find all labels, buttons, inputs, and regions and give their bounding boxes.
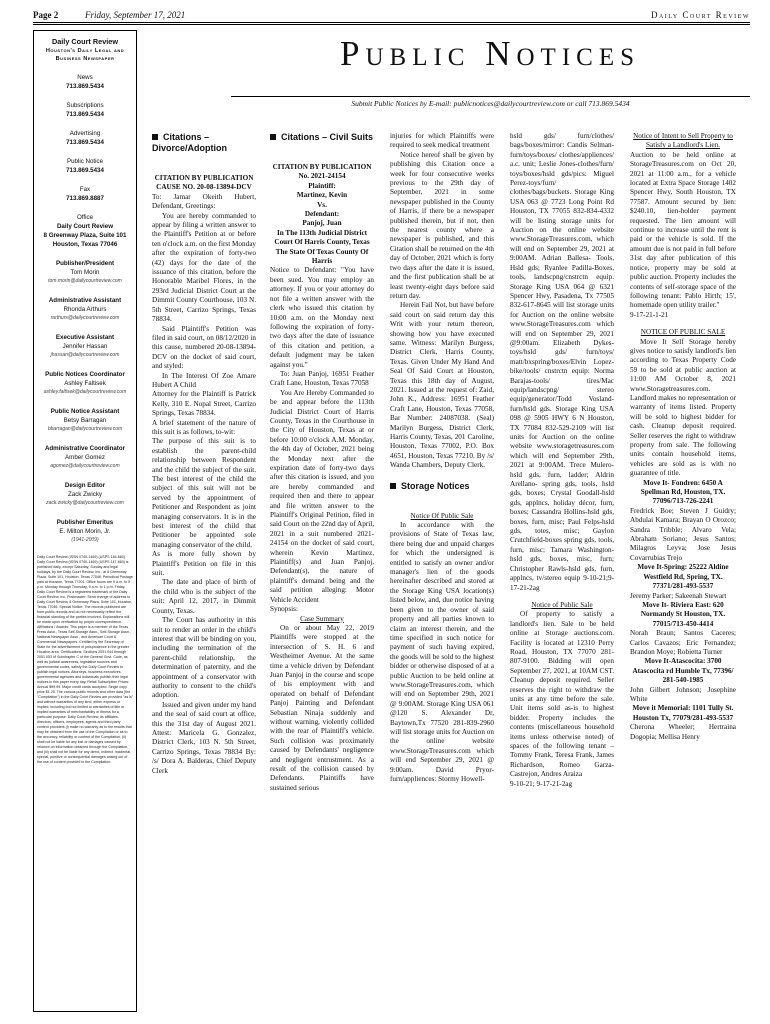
- notice-text: hsld gds/ furn/clothes/ bags/boxes/mirror: Candis Selman- furn/toys/boxes/ clothes/appliences/ a.c. unit; Leslie Jones-clothes/furn/ toys/boxes/hsld gds/pics: Miguel Perez-toys/furn/ clothes/bags/buckets. Storage King USA 063 @ 7723 Long Point Rd Houston, TX 77055 832-834-4332 will be listing storage units for Auction on the online website www.StorageTreasures.com, which will end on September 29, 2021 at 9:00AM. Adrian Ballesa- Tools, Hsld gds; Ryanlee Padilla-Boxes, tools, landscpng/cnstrctn equip. Storage King USA 064 @ 6321 Spencer Hwy, Pasadena, Tx 77505 832-617-8645 will list storage units for Auction on the online website www.StorageTreasures.com which will end on September 29, 2021 @9:00am. Elizabeth Dykes-toys/hsld gds/ furn/toys/ matt/bxspring/boxes/Elvin Lopez- bike/tools/ cnstrctn equip: Norma Barajas-tools/ tires/Mac equip/landscpng/ stereo equip/generator/Todd Vosland-furn/hsld gds. Storage King USA 098 @ 5905 HWY 6 N Houston, TX 77084 832-529-2109 will list units for Auction on the online website www.storagetreasures.com which will end September 29th, 2021 at 9:00AM. Trece Mulero-hsld gds, furn, ladder; Aldrin Arellano- spring gds, tools, hsld gds, boxes; Crystal Goodall-hsld gds, applncs, holiday décor, furn, boxes; Cassandra Hollins-hsld gds, boxes, furn, misc; Paul Felps-hsld gds, totes, misc; Gaylon Crutchfield-boxes spring gds, tools, furn, misc; Tamara Washington-hsld gds, boxes, misc, furn; Christopher Rawls-hsld gds, furn, applncs, tv/stereo equip 9-10-21;9-17-21-2ag: [510, 132, 614, 592]
- contact-block: [37, 101, 133, 119]
- staff-contact: zack.zwicky@dailycourtreview.com: [46, 500, 124, 506]
- column-4: [510, 132, 614, 789]
- staff-role: Public Notices Coordinator: [45, 371, 125, 378]
- staff-name: Betsy Barragan: [63, 417, 107, 424]
- notice-title: Notice of Public Sale: [531, 600, 593, 609]
- notice-heading: Panjoj, Juan: [302, 219, 342, 228]
- notice-heading: No. 2021-24154: [298, 172, 346, 181]
- notice-heading: In The 113th Judicial District Court Of Harris County, Texas: [274, 228, 370, 247]
- staff-role: Publisher/President: [55, 260, 115, 267]
- contact-label: Office: [76, 214, 94, 221]
- notice-heading: The State Of Texas County Of Harris: [275, 247, 369, 266]
- notice-heading: CITATION BY PUBLICATION: [154, 174, 254, 182]
- notice-text: 9-10-21; 9-17-21-2ag: [510, 779, 573, 788]
- paper-name: Daily Court Review: [650, 10, 750, 20]
- facility-heading: Move It- Fondren: 6450 A Spellman Rd, Houston, TX. 77096/713-726-2241: [640, 478, 726, 506]
- masthead-sidebar: [33, 30, 137, 1012]
- header-rule: [33, 22, 750, 23]
- spacer: [510, 593, 614, 601]
- facility-heading: Move it Memorial: 1101 Tully St. Houston Tx, 77079/281-493-5537: [632, 704, 734, 722]
- staff-block: [37, 444, 133, 471]
- facility-heading: Move It-Spring: 25222 Aldine Westfield Rd, Spring, TX. 77371/281-493-5537: [637, 563, 729, 591]
- sidebar-staff: [37, 259, 133, 545]
- sidebar-title: Daily Court Review: [51, 37, 119, 46]
- staff-role: Administrative Coordinator: [44, 445, 126, 452]
- staff-name: Tom Morin: [70, 269, 100, 276]
- column-5: [630, 132, 736, 742]
- section-bullet-icon: [270, 134, 276, 140]
- notice-text: 9-17-21-1-21: [630, 310, 669, 319]
- notice-heading: Plaintiff:: [308, 181, 336, 190]
- page-header: [33, 8, 750, 22]
- notice-text: As is more fully shown by Plaintiff's Petition on file in this suit.: [152, 550, 256, 578]
- notice-paragraph: Move It Self Storage hereby gives notice to satisfy landlord's lien according to Texas Property Code 59 to be sold at public auction at 11:00 AM October 8, 2021 www.Storagetreasures.com. Landlord makes no representation or warranty of items listed. Property will be sold to highest bidder for cash. Cleanup deposit required. Seller reserves the right to withdraw property from sale. The following units contain household items, vehicles are sold as is with no guarantee of title.: [630, 337, 736, 478]
- staff-name: Zack Zwicky: [67, 491, 103, 498]
- staff-contact: agomez@dailycourtreview.com: [50, 463, 120, 469]
- notice-paragraph: On or about May 22, 2019 Plaintiffs were stopped at the intersection of S. H. 6 and Westheimer Avenue. At the same time a vehicle driven by Defendant Juan Panjoj in the course and scope of his employment with and operated on behalf of Defendant Panjoj Painting and Defendant Sebastian Ninaja suddenly and without warning, violently collided with the rear of Plaintiff's vehicle. Such collision was proximately caused by Defendants' negligence and negligent entrustment. As a result of the collision caused by Defendants. Plaintiffs have sustained serious: [270, 623, 374, 792]
- facility-heading: Move It- Riviera East: 620 Normandy St Houston, TX. 77015/713-450-4414: [640, 600, 726, 628]
- staff-block: [37, 296, 133, 323]
- page-title: Public Notices: [340, 34, 640, 73]
- notice-paragraph: You are hereby commanded to appear by filing a written answer to the Plaintiff's Petition at or before ten o'clock a.m. on the first Monday after the expiration of forty-two (42) days for the date of the issuance of this citation, before the Honorable Maribel Flores, in the 293rd Judicial District Court at the Dimmit County Courthouse, 103 N. 5th Street, Carrizo Springs, Texas 78834.: [152, 211, 256, 324]
- staff-role: Executive Assistant: [55, 334, 115, 341]
- contact-label: Public Notice: [66, 158, 104, 165]
- contact-value: 713.869.5434: [66, 167, 104, 174]
- notice-heading: CITATION BY PUBLICATION: [272, 163, 372, 171]
- notice-paragraph: Herein Fail Not, but have before said court on said return day this Writ with your return thereon, showing how you have executed same. Witness: Marilyn Burgess, District Clerk, Harris County, Texas. Given Under My Hand And Seal Of Said Court at Houston, Texas this 18th day of August, 2021. Issued at the request of: Zaid, John K., Address: 16951 Feather Craft Lane, Houston, Texas 77058, Bar Number: 24087038. (Seal) Marilyn Burgess, District Clerk, Harris County, Texas, 201 Caroline, Houston, Texas 77002, P.O. Box 4651, Houston, Texas 77210. By /s/ Wanda Chambers, Deputy Clerk.: [390, 301, 494, 470]
- contact-value: 713.869.5434: [66, 83, 104, 90]
- staff-contact: jhassan@dailycourtreview.com: [50, 352, 120, 358]
- staff-role: Public Notice Assistant: [50, 408, 120, 415]
- sidebar-subtitle: Houston's Daily Legal and Business Newspaper: [45, 48, 125, 62]
- notice-text: Auction to be held online at StorageTreasures.com on Oct 20, 2021 at 11:00 a.m., for a vehicle located at Extra Space Storage 1402 Spencer Hwy, South Houston, TX 77587. Amount secured by lien: $240.10, lien-holder payment requested. The lien amount will continue to increase until the rent is paid or the vehicle is sold. If the amount due is not paid in full before 31st day after publication of this notice, property may be sold at public auction. Property includes the contents of self-storage space of the following tenant: Pablo Hirth; 15', homemade open utility trailer.": [630, 150, 736, 310]
- notice-paragraph: In The Interest Of Zoe Amare Hubert A Child: [152, 371, 256, 389]
- sidebar-fine-print: Daily Court Review (ISSN 0740-1469) (USPS 146-660) Daily Court Review (ISSN 0740-1469) (USPS 147-660) is published daily, except Saturday, Sunday and legal holidays, by the Daily Court Review, Inc., at 8 Greenway Plaza, Suite 101, Houston, Texas 77046. Periodical Postage paid at Houston, Texas 77201. Office hours are 9 a.m. to 5 p.m. Monday through Thursday, 9 a.m. to 1 p.m. Friday. Daily Court Review is a registered trademark of the Daily Court Review, Inc. Postmaster: Send change of address to Daily Court Review, 8 Greenway Plaza, Suite 101, Houston, Texas 77046. Special Notice: The records published are from public records and do not necessarily reflect the financial standing of the parties involved. Explanations will be made upon verification by proper correspondence. Affiliations / Awards: This paper is a member of the Texas Press Assn., Texas Self-Storage Assn., Self-Storage Assn., National Newspaper Assn., and American Court & Commercial Newspapers. Certified by the Secretary of State for the advertisement of jurisprudence in the greater Houston area. Certifications: Sections 2051.044 through 2051.053 of Subchapter C of the General Govt. Code, as well as judicial awareness, legislative sources and governmental codes, satisfy the Daily Court Review to publish legal notices. Attorneys, business executives, governmental agencies and individuals publish their legal notices in this paper every day. Retail Subscription Prices: Annual $99.99. Major credit cards accepted. Single copy price $1.25. The various public records and other data (the "Compilation") in the Daily Court Review are provided "as is" and without warranties of any kind, either express or implied, including but not limited to warranties of title or implied warranties of merchantability or fitness for a particular purpose. Daily Court Review, its affiliates, directors, officers, employees, agents and third party content providers (i) make no warranty as to the results that may be obtained from the use of the Compilation or as to the accuracy, reliability or content of the Compilation, (ii) shall not be liable for any lost or damages caused by reliance on information obtained through the Compilation, and (iii) shall not be liable for any direct, indirect, incidental, special, punitive or consequential damages arising out of the use of content provided in the Compilation.: [37, 555, 133, 764]
- notice-paragraph: You Are Hereby Commanded to be and appear before the 113th Judicial District Court of Harris County, Texas in the Courthouse in the City of Houston, Texas at or before 10:00 o'clock A.M. Monday, the 4th day of October, 2021 being the Monday next after the expiration date of forty-two days after this citation is issued, and you are hereby commanded and required then and there to appear and file written answer to the Plaintiff's Original Petition, filed in said Court on the 22nd day of April, 2021 in a suit numbered 2021-24154 on the docket of said court, wherein Kevin Martinez, Plaintiff(s) and Juan Panjoj, Defendant(s), the nature of plaintiff's demand being and the said petition alleging: Motor Vehicle Accident: [270, 388, 374, 604]
- staff-block: [37, 370, 133, 397]
- contact-label: Fax: [79, 186, 91, 193]
- section-heading-text: Citations – Divorce/Adoption: [152, 132, 228, 153]
- staff-block: [37, 333, 133, 360]
- contact-value: 8 Greenway Plaza, Suite 101: [43, 232, 127, 239]
- notice-paragraph: In accordance with the provisions of State of Texas law, there being due and unpaid charges for which the undersigned is entitled to satisfy an owner and/or manager's lien of the goods hereinafter described and stored at the Storage King USA location(s) listed below, and, due notice having been given to the owner of said property and all parties known to claim an interest therein, and the time specified in such notice for payment of such having expired, the goods will be sold to the highest bidder or otherwise disposed of at a public Auction to be held online at www.StorageTreasures.com, which will end on September 29th, 2021 @ 9:00AM. Storage King USA 061 @120 S. Alexander Dr, Baytown,Tx 77520 281-839-2960 will list storage units for Auction on the online website www.StorageTreasures.com which will end September 29, 2021 @ 9:00am. David Pryor-furn/appliences: Stormy Howell-: [390, 521, 494, 783]
- contact-value: 713.869.8887: [66, 195, 104, 202]
- notice-text: Norah Braun; Santos Caceres; Carlos Cavazos; Eric Fernandez; Brandon Moye; Robietta Turner: [630, 629, 736, 656]
- contact-block: [37, 129, 133, 147]
- section-heading: [270, 132, 374, 143]
- page-number: Page 2: [33, 10, 59, 20]
- staff-name: Rhonda Arthurs: [63, 306, 107, 313]
- contact-block: [37, 213, 133, 249]
- notice-text: Cherona Wheeler; Hertraina Dogopia; Mellisa Henry: [630, 723, 736, 741]
- contact-value: 713.869.5434: [66, 139, 104, 146]
- contact-block: [37, 73, 133, 91]
- notice-title: Case Summary: [300, 614, 344, 623]
- header-rule-secondary: [33, 24, 750, 25]
- section-bullet-icon: [152, 134, 158, 140]
- notice-text: injuries for which Plaintiffs were required to seek medical treatment: [390, 132, 494, 150]
- section-heading-text: Citations – Civil Suits: [281, 132, 374, 142]
- contact-value: Daily Court Review: [56, 223, 114, 230]
- issue-date: Friday, September 17, 2021: [85, 10, 186, 20]
- staff-contact: rarthurs@dailycourtreview.com: [50, 315, 120, 321]
- contact-value: 713.869.5434: [66, 111, 104, 118]
- facility-heading: Move It-Atascocita: 3700 Atascocita rd Humble Tx, 77396/ 281-540-1985: [632, 657, 734, 685]
- notice-text: Synopsis:: [270, 605, 298, 614]
- contact-label: Advertising: [69, 130, 101, 137]
- column-2: [270, 132, 374, 793]
- staff-contact: bbarragan@dailycourtreview.com: [47, 426, 123, 432]
- contact-block: [37, 185, 133, 203]
- section-heading-text: Storage Notices: [401, 480, 470, 491]
- notice-text: John Gilbert Johnson; Josephine White: [630, 685, 736, 703]
- notice-text: The purpose of this suit is to establish the parent-child relationship between Respondent and the child the subject of the suit. The best interest of the child the subject of this suit will not be served by the appointment of Petitioner and Respondent as joint managing conservators. It is in the best interest of the child that Petitioner be appointed sole managing conservator of the child.: [152, 437, 256, 549]
- masthead-rule: [231, 96, 750, 97]
- notice-paragraph: Said Plaintiff's Petition was filed in said court, on 08/12/2020 in this cause, numbered 20-08-13894-DCV on the docket of said court, and styled:: [152, 324, 256, 371]
- notice-title: NOTICE OF PUBLIC SALE: [640, 328, 726, 337]
- staff-contact: (1941-2009): [71, 537, 99, 543]
- notice-paragraph: Issued and given under my hand and the seal of said court at office, this the 31st day of August 2021. Attest: Maricela G. Gonzalez, District Clerk, 103 N. 5th Street, Carrizo Springs, Texas 78834 By: /s/ Dora A. Balderas, Chief Deputy Clerk: [152, 700, 256, 775]
- notice-paragraph: To: Juan Panjoj, 16951 Feather Craft Lane, Houston, Texas 77058: [270, 369, 374, 388]
- staff-name: E. Milton Morin, Jr.: [59, 528, 111, 535]
- contact-value: Houston, Texas 77046: [52, 241, 118, 248]
- staff-block: [37, 481, 133, 508]
- notice-text: Notice to Defendant: "You have been sued. You may employ an attorney. If you or your attorney do not file a written answer with the clerk who issued this citation by 10:00 a.m. on the Monday next following the expiration of forty-two days after the date of issuance of this citation and petition, a default judgment may be taken against you.": [270, 266, 374, 369]
- contact-block: [37, 157, 133, 175]
- staff-block: [37, 518, 133, 545]
- staff-name: Jennifer Hassan: [62, 343, 108, 350]
- section-heading: [152, 132, 256, 154]
- staff-role: Publisher Emeritus: [56, 519, 114, 526]
- notice-paragraph: Notice hereof shall be given by publishing this Citation once a week for four consecutive weeks previous to the 29th day of September, 2021 in some newspaper published in the County of Harris, if there be a newspaper published therein, but if not, then the nearest county where a newspaper is published, and this Citation shall be returned on the 4th day of October, 2021 which is forty two days after the date it is issued, and the first publication shall be at least twenty-eight days before said return day.: [390, 150, 494, 300]
- notice-heading: Vs.: [317, 200, 327, 209]
- notice-paragraph: The Court has authority in this suit to render an order in the child's interest that will be binding on you, including the termination of the parent-child relationship, the determination of paternity, and the appointment of a conservator with authority to consent to the child's adoption.: [152, 616, 256, 700]
- section-bullet-icon: [390, 483, 396, 489]
- staff-contact: ashley.faltisek@dailycourtreview.com: [43, 389, 127, 395]
- notice-paragraph: The date and place of birth of the child who is the subject of the suit: April 12, 2017, in Dimmit County, Texas.: [152, 578, 256, 615]
- staff-block: [37, 407, 133, 434]
- staff-name: Ashley Faltisek: [64, 380, 106, 387]
- notice-title: Notice of Intent to Sell Property to Satisfy a Landlord's Lien.: [633, 132, 733, 150]
- notice-heading: CAUSE NO. 20-08-13894-DCV: [156, 183, 252, 192]
- notice-title: Notice Of Public Sale: [410, 511, 474, 520]
- notice-text: To: Jamar Okeith Hubert, Defendant, Greetings:: [152, 192, 256, 211]
- notice-text: Fredrick Boe; Steven J Guidry; Abdulai Kamara; Brayan O Orozco; Sandra Tribble; Alvaro Vela; Abraham Soriano; Jesus Santos; Milagros Leyva; Jose Jesus Covarrubias Trejo: [630, 506, 736, 562]
- notice-text: A brief statement of the nature of this suit is as follows, to-wit:: [152, 418, 256, 436]
- section-heading: [390, 481, 494, 492]
- notice-text: Attorney for the Plaintiff is Patrick Kelly, 310 E. Nopal Street, Carrizo Springs, Texas 78834.: [152, 390, 256, 418]
- notice-heading: Defendant:: [304, 210, 340, 219]
- contact-label: Subscriptions: [66, 102, 104, 109]
- staff-block: [37, 259, 133, 286]
- notice-heading: Martinez, Kevin: [296, 191, 348, 200]
- notice-text: Jeremy Parker; Sakeenah Stewart: [630, 591, 727, 600]
- column-1: [152, 132, 256, 776]
- sidebar-contacts: [37, 73, 133, 249]
- staff-name: Amber Gomez: [65, 454, 105, 461]
- staff-role: Administrative Assistant: [48, 297, 122, 304]
- notice-paragraph: Of property to satisfy a landlord's lien. Sale to be held online at Storage auctions.com. Facility is located at 12310 Perry Road, Houston, TX 77070 281-807-9100. Bidding will open September 27, 2021, at 10AM CST. Cleanup deposit required. Seller reserves the right to withdraw the units at any time before the sale. Unit items sold as-is to highest bidder. Property includes the contents (miscellaneous household items unless otherwise noted) of spaces of the following tenant – Tommy Frank, Teresa Frank, James Richardson, Romeo Garza- Castrejon, Andres Araiza: [510, 610, 614, 779]
- spacer: [630, 320, 736, 328]
- column-3: [390, 132, 494, 784]
- submit-notice-line: Submit Public Notices by E-mail: publicnotices@dailycourtreview.com or call 713.869.5434: [351, 99, 630, 108]
- staff-role: Design Editor: [64, 482, 106, 489]
- staff-contact: tom.morin@dailycourtreview.com: [48, 278, 122, 284]
- contact-label: News: [77, 74, 93, 81]
